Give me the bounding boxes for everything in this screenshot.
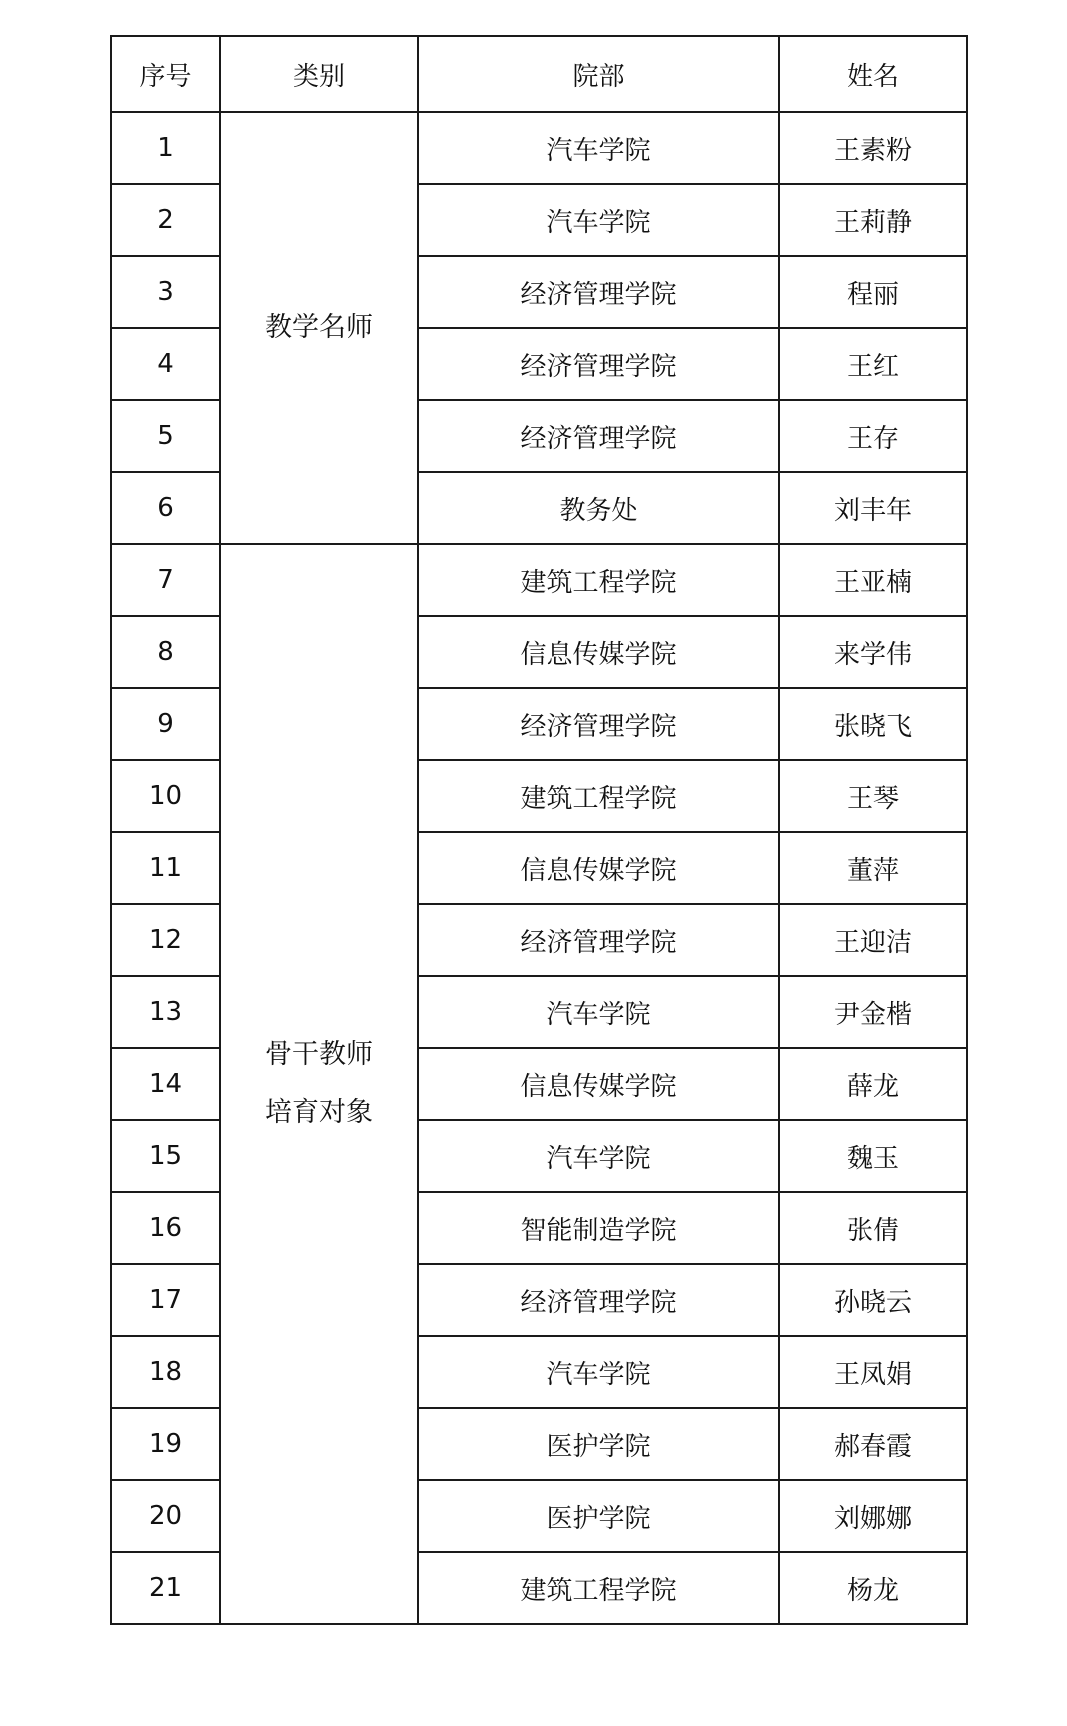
category-label: 教学名师 bbox=[265, 312, 373, 343]
cell-department: 智能制造学院 bbox=[418, 1192, 779, 1264]
cell-seq: 7 bbox=[111, 544, 220, 616]
header-seq: 序号 bbox=[111, 36, 220, 112]
cell-name: 魏玉 bbox=[779, 1120, 967, 1192]
cell-name: 刘丰年 bbox=[779, 472, 967, 544]
roster-table-container bbox=[110, 35, 966, 1625]
cell-name: 王素粉 bbox=[779, 112, 967, 184]
cell-department: 医护学院 bbox=[418, 1480, 779, 1552]
table-row bbox=[111, 112, 967, 184]
cell-seq: 10 bbox=[111, 760, 220, 832]
cell-department: 经济管理学院 bbox=[418, 328, 779, 400]
cell-name: 杨龙 bbox=[779, 1552, 967, 1624]
cell-department: 汽车学院 bbox=[418, 112, 779, 184]
cell-department: 教务处 bbox=[418, 472, 779, 544]
cell-department: 汽车学院 bbox=[418, 184, 779, 256]
cell-name: 程丽 bbox=[779, 256, 967, 328]
cell-department: 信息传媒学院 bbox=[418, 832, 779, 904]
cell-department: 经济管理学院 bbox=[418, 1264, 779, 1336]
cell-seq: 2 bbox=[111, 184, 220, 256]
table-body bbox=[111, 112, 967, 1624]
cell-category bbox=[220, 544, 418, 1624]
cell-seq: 20 bbox=[111, 1480, 220, 1552]
cell-department: 医护学院 bbox=[418, 1408, 779, 1480]
cell-name: 王迎洁 bbox=[779, 904, 967, 976]
cell-seq: 18 bbox=[111, 1336, 220, 1408]
cell-seq: 3 bbox=[111, 256, 220, 328]
category-label: 培育对象 bbox=[265, 1097, 373, 1128]
cell-name: 张倩 bbox=[779, 1192, 967, 1264]
cell-name: 张晓飞 bbox=[779, 688, 967, 760]
cell-department: 经济管理学院 bbox=[418, 688, 779, 760]
cell-seq: 16 bbox=[111, 1192, 220, 1264]
cell-department: 建筑工程学院 bbox=[418, 1552, 779, 1624]
cell-department: 经济管理学院 bbox=[418, 904, 779, 976]
cell-seq: 4 bbox=[111, 328, 220, 400]
cell-department: 汽车学院 bbox=[418, 1120, 779, 1192]
cell-name: 王琴 bbox=[779, 760, 967, 832]
cell-category bbox=[220, 112, 418, 544]
cell-seq: 15 bbox=[111, 1120, 220, 1192]
cell-department: 建筑工程学院 bbox=[418, 544, 779, 616]
header-name: 姓名 bbox=[779, 36, 967, 112]
cell-seq: 8 bbox=[111, 616, 220, 688]
cell-seq: 17 bbox=[111, 1264, 220, 1336]
cell-department: 信息传媒学院 bbox=[418, 616, 779, 688]
cell-department: 经济管理学院 bbox=[418, 400, 779, 472]
cell-seq: 12 bbox=[111, 904, 220, 976]
cell-seq: 14 bbox=[111, 1048, 220, 1120]
cell-seq: 1 bbox=[111, 112, 220, 184]
header-category: 类别 bbox=[220, 36, 418, 112]
cell-department: 经济管理学院 bbox=[418, 256, 779, 328]
cell-seq: 19 bbox=[111, 1408, 220, 1480]
cell-department: 信息传媒学院 bbox=[418, 1048, 779, 1120]
cell-name: 孙晓云 bbox=[779, 1264, 967, 1336]
cell-name: 来学伟 bbox=[779, 616, 967, 688]
cell-name: 薛龙 bbox=[779, 1048, 967, 1120]
cell-seq: 13 bbox=[111, 976, 220, 1048]
table-row bbox=[111, 544, 967, 616]
cell-seq: 5 bbox=[111, 400, 220, 472]
cell-seq: 11 bbox=[111, 832, 220, 904]
roster-table bbox=[110, 35, 968, 1625]
cell-seq: 6 bbox=[111, 472, 220, 544]
cell-name: 郝春霞 bbox=[779, 1408, 967, 1480]
cell-name: 董萍 bbox=[779, 832, 967, 904]
category-label: 骨干教师 bbox=[265, 1039, 373, 1070]
cell-name: 王凤娟 bbox=[779, 1336, 967, 1408]
cell-department: 汽车学院 bbox=[418, 976, 779, 1048]
cell-name: 尹金楷 bbox=[779, 976, 967, 1048]
cell-name: 王红 bbox=[779, 328, 967, 400]
header-department: 院部 bbox=[418, 36, 779, 112]
cell-name: 王莉静 bbox=[779, 184, 967, 256]
cell-department: 汽车学院 bbox=[418, 1336, 779, 1408]
header-row bbox=[111, 36, 967, 112]
cell-name: 王存 bbox=[779, 400, 967, 472]
cell-seq: 21 bbox=[111, 1552, 220, 1624]
cell-department: 建筑工程学院 bbox=[418, 760, 779, 832]
cell-seq: 9 bbox=[111, 688, 220, 760]
cell-name: 王亚楠 bbox=[779, 544, 967, 616]
cell-name: 刘娜娜 bbox=[779, 1480, 967, 1552]
